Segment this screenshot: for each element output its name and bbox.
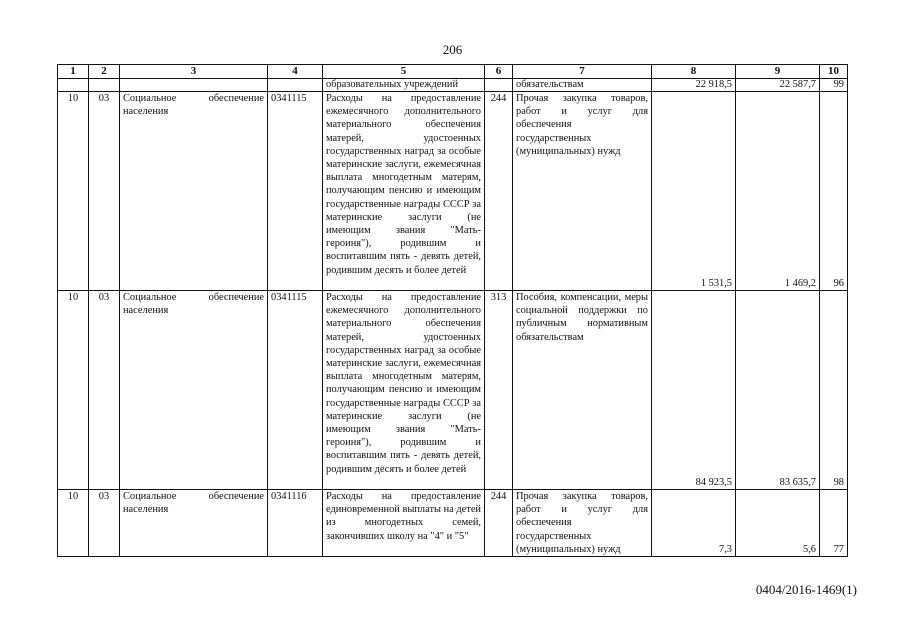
cell-expense-type: обязательствам — [513, 79, 652, 92]
budget-table — [57, 64, 848, 557]
cell-planned: 1 531,5 — [652, 92, 736, 291]
cell-planned: 7,3 — [652, 490, 736, 557]
cell-planned: 22 918,5 — [652, 79, 736, 92]
continuation-row — [58, 79, 848, 92]
cell-expense-type: Пособия, компенсации, меры социальной поддержки по публичным нормативным обязательствам — [513, 291, 652, 490]
cell-executed: 5,6 — [736, 490, 820, 557]
header-cell: 10 — [820, 65, 848, 79]
table-row — [58, 92, 848, 291]
header-cell: 7 — [513, 65, 652, 79]
cell-target-code: 0341115 — [268, 291, 323, 490]
cell-section: 10 — [58, 92, 89, 291]
cell-expense-name: Расходы на предоставление ежемесячного дополнительного материального обеспечения матерей, удостоенных государственных наград за особые материнские заслуги, ежемесячная выплата многодетным матерям, получающим пенсию и имеющим государственные награды СССР за материнские заслуги (не имеющим звания "Мать-героиня"), родившим и воспитавшим пять - девять детей, родившим десять и более детей — [323, 92, 485, 291]
header-cell: 8 — [652, 65, 736, 79]
cell-expense-name: образовательных учреждений — [323, 79, 485, 92]
cell-section: 10 — [58, 291, 89, 490]
cell-subsection: 03 — [89, 490, 120, 557]
cell-subsection: 03 — [89, 291, 120, 490]
table-row — [58, 291, 848, 490]
cell-executed: 22 587,7 — [736, 79, 820, 92]
cell-percent: 96 — [820, 92, 848, 291]
cell-section-name: Социальное обеспечение населения — [120, 291, 268, 490]
cell-percent: 77 — [820, 490, 848, 557]
header-cell: 2 — [89, 65, 120, 79]
cell-expense-type: Прочая закупка товаров, работ и услуг для обеспечения государственных (муниципальных) нужд — [513, 490, 652, 557]
header-cell: 1 — [58, 65, 89, 79]
document-code: 0404/2016-1469(1) — [755, 582, 857, 597]
table-row — [58, 490, 848, 557]
cell-percent: 98 — [820, 291, 848, 490]
cell-target-code: 0341115 — [268, 92, 323, 291]
cell-executed: 1 469,2 — [736, 92, 820, 291]
header-cell: 5 — [323, 65, 485, 79]
cell-expense-name: Расходы на предоставление ежемесячного дополнительного материального обеспечения матерей, удостоенных государственных наград за особые материнские заслуги, ежемесячная выплата многодетным матерям, получающим пенсию и имеющим государственные награды СССР за материнские заслуги (не имеющим звания "Мать-героиня"), родившим и воспитавшим пять - девять детей, родившим десять и более детей — [323, 291, 485, 490]
cell-type-code: 244 — [485, 490, 513, 557]
header-cell: 9 — [736, 65, 820, 79]
cell-section-name: Социальное обеспечение населения — [120, 92, 268, 291]
cell-executed: 83 635,7 — [736, 291, 820, 490]
cell-planned: 84 923,5 — [652, 291, 736, 490]
cell-expense-name: Расходы на предоставление единовременной выплаты на детей из многодетных семей, закончивших школу на "4" и "5" — [323, 490, 485, 557]
cell-type-code: 244 — [485, 92, 513, 291]
header-cell: 4 — [268, 65, 323, 79]
cell-expense-type: Прочая закупка товаров, работ и услуг для обеспечения государственных (муниципальных) нужд — [513, 92, 652, 291]
cell-percent: 99 — [820, 79, 848, 92]
header-cell: 6 — [485, 65, 513, 79]
cell-target-code: 0341116 — [268, 490, 323, 557]
page-number: 206 — [442, 42, 463, 57]
header-cell: 3 — [120, 65, 268, 79]
cell-subsection: 03 — [89, 92, 120, 291]
cell-section-name: Социальное обеспечение населения — [120, 490, 268, 557]
header-row — [58, 65, 848, 79]
cell-type-code: 313 — [485, 291, 513, 490]
cell-section: 10 — [58, 490, 89, 557]
